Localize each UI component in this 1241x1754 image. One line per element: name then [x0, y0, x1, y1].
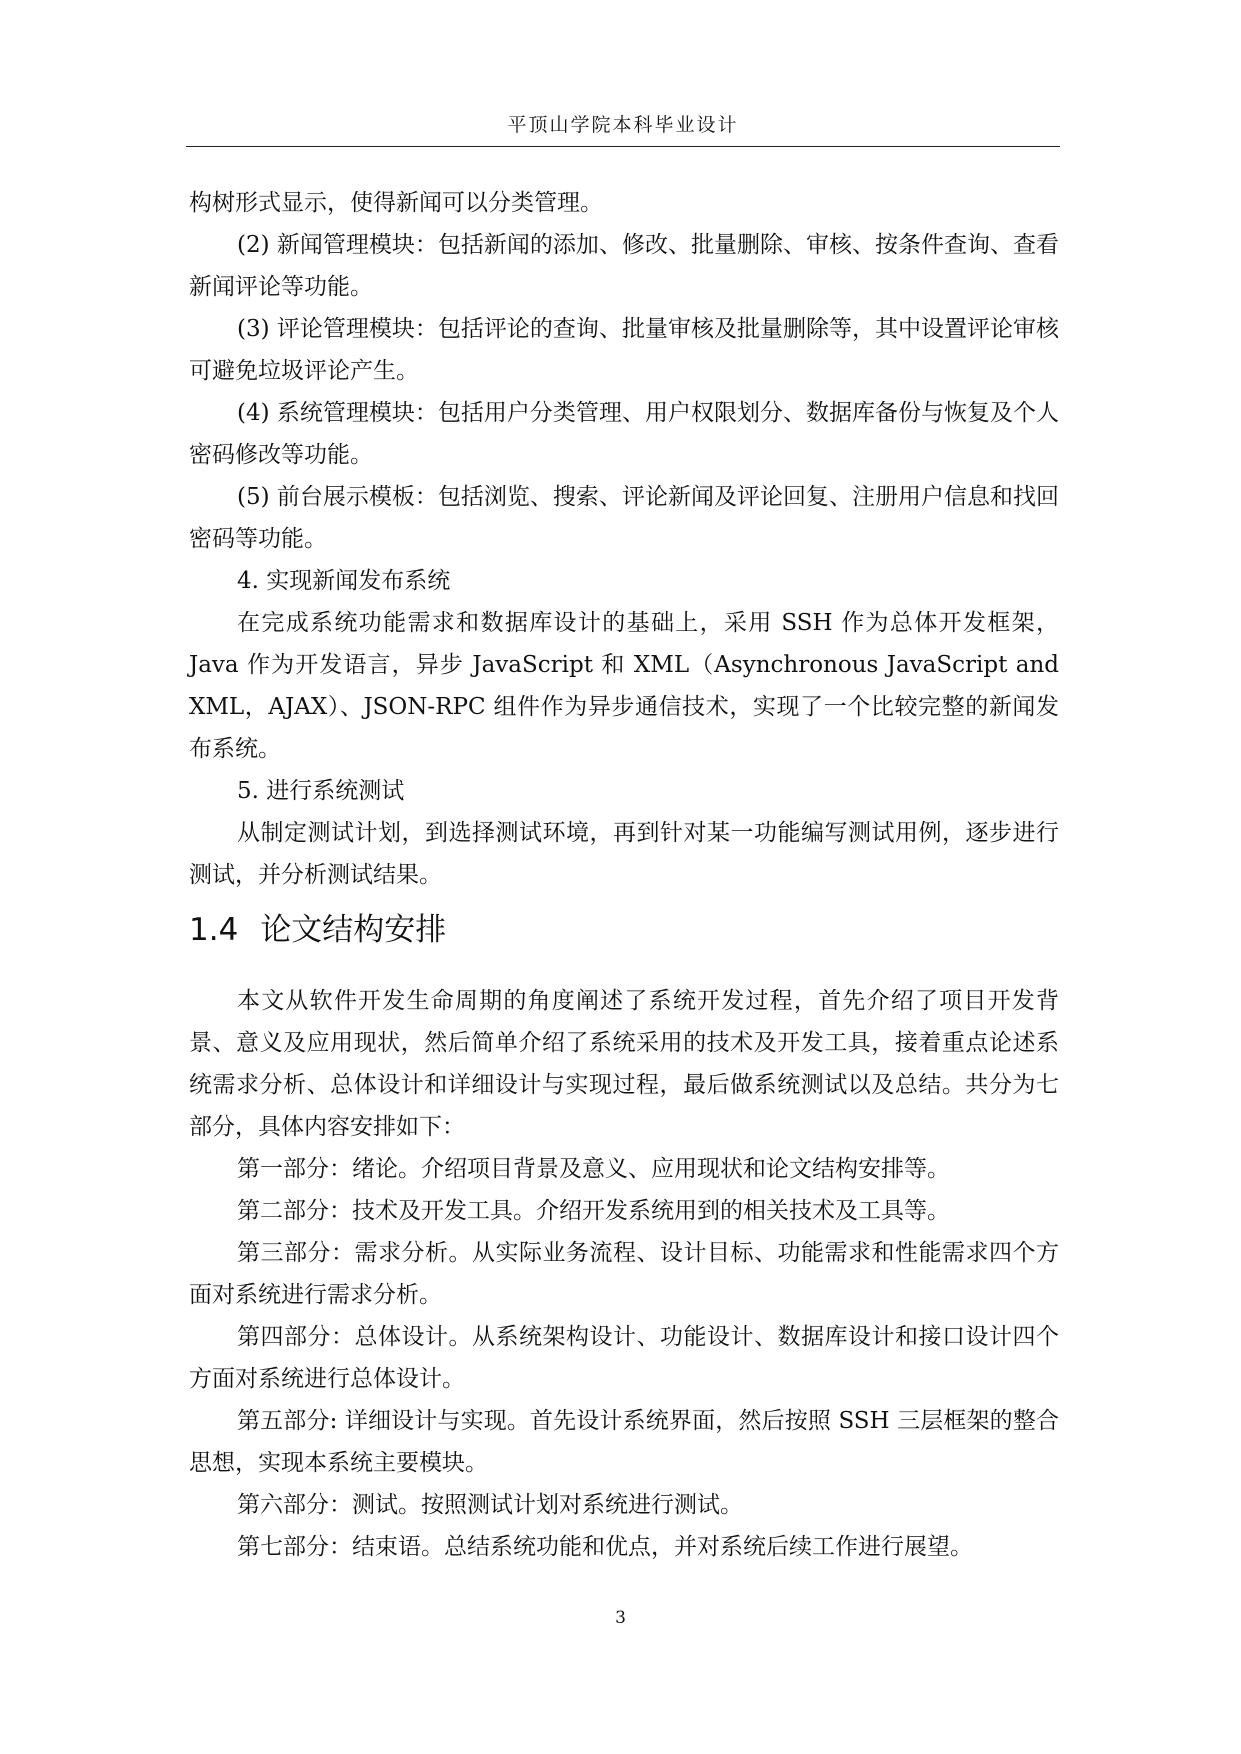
list-item: (5) 前台展示模板：包括浏览、搜索、评论新闻及评论回复、注册用户信息和找回密码等功能。 [189, 484, 1059, 552]
list-item: 第三部分：需求分析。从实际业务流程、设计目标、功能需求和性能需求四个方面对系统进行需求分析。 [189, 1240, 1059, 1308]
paragraph: 在完成系统功能需求和数据库设计的基础上，采用 SSH 作为总体开发框架，Java 作为开发语言，异步 JavaScript 和 XML（Asynchronous JavaScript and XML，AJAX）、JSON-RPC 组件作为异步通信技术，实现了一个比较完整的新闻发布系统。 [189, 610, 1059, 762]
paragraph: 构树形式显示，使得新闻可以分类管理。 [189, 190, 603, 216]
section-number: 1.4 [189, 912, 239, 948]
list-item: 第六部分：测试。按照测试计划对系统进行测试。 [237, 1492, 743, 1518]
list-item: 第五部分: 详细设计与实现。首先设计系统界面，然后按照 SSH 三层框架的整合思想，实现本系统主要模块。 [189, 1408, 1059, 1476]
list-item: 第七部分：结束语。总结系统功能和优点，并对系统后续工作进行展望。 [237, 1534, 973, 1560]
section-title: 论文结构安排 [260, 912, 447, 948]
list-item: 第四部分：总体设计。从系统架构设计、功能设计、数据库设计和接口设计四个方面对系统进行总体设计。 [189, 1324, 1059, 1392]
paragraph: 从制定测试计划，到选择测试环境，再到针对某一功能编写测试用例，逐步进行测试，并分析测试结果。 [189, 820, 1059, 888]
list-item: 第二部分：技术及开发工具。介绍开发系统用到的相关技术及工具等。 [237, 1198, 950, 1224]
subheading: 5. 进行系统测试 [237, 778, 405, 804]
list-item: (3) 评论管理模块：包括评论的查询、批量审核及批量删除等，其中设置评论审核可避免垃圾评论产生。 [189, 316, 1059, 384]
list-item: 第一部分：绪论。介绍项目背景及意义、应用现状和论文结构安排等。 [237, 1156, 950, 1182]
subheading: 4. 实现新闻发布系统 [237, 568, 451, 594]
page-number: 3 [615, 1608, 626, 1628]
list-item: (4) 系统管理模块：包括用户分类管理、用户权限划分、数据库备份与恢复及个人密码修改等功能。 [189, 400, 1059, 468]
paragraph: 本文从软件开发生命周期的角度阐述了系统开发过程，首先介绍了项目开发背景、意义及应用现状，然后简单介绍了系统采用的技术及开发工具，接着重点论述系统需求分析、总体设计和详细设计与实现过程，最后做系统测试以及总结。共分为七部分，具体内容安排如下： [189, 988, 1059, 1140]
header-rule [186, 146, 1060, 147]
section-heading [189, 910, 1059, 950]
body-text [189, 182, 1059, 1568]
list-item: (2) 新闻管理模块：包括新闻的添加、修改、批量删除、审核、按条件查询、查看新闻评论等功能。 [189, 232, 1059, 300]
page-header-title: 平顶山学院本科毕业设计 [507, 114, 739, 136]
